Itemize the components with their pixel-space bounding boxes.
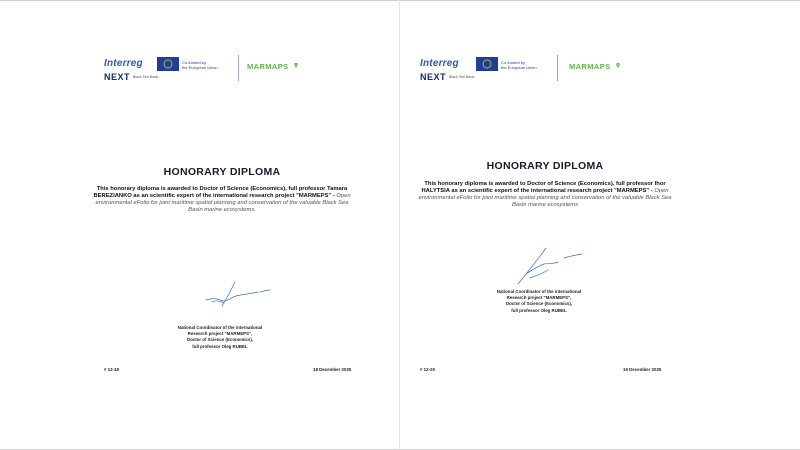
diploma-date: 18 December 2025 — [313, 367, 352, 372]
location-pin-icon — [616, 63, 620, 68]
project-description: Open environmental eFolio for joint maritime spatial planning and conservation of the valuable Black Sea Basin marine ecosystems — [418, 188, 672, 208]
coordinator-line-4: full professor Oleg RUBEL — [192, 343, 248, 349]
diploma-title: HONORARY DIPLOMA — [486, 160, 604, 172]
interreg-logo: Interreg — [104, 58, 143, 69]
coordinator-line-2: Research project "MARMEPS", — [506, 295, 572, 301]
interreg-logo: Interreg — [420, 58, 459, 69]
award-text — [413, 181, 677, 209]
coordinator-block — [484, 289, 594, 314]
eu-flag-icon — [476, 57, 498, 71]
logo-separator — [557, 55, 558, 81]
diploma-date: 19 December 2025 — [623, 367, 662, 372]
eu-line-1: Co-funded by — [501, 60, 526, 65]
location-pin-icon — [294, 63, 298, 68]
coordinator-block — [165, 325, 275, 350]
coordinator-line-3: Doctor of Science (Economics), — [186, 337, 254, 343]
eu-line-2: the European Union — [501, 65, 537, 70]
project-description: Open environmental eFolio for joint maritime spatial planning and conservation of the valuable Black Sea Basin marine ecosystems. — [95, 193, 351, 213]
award-text — [90, 186, 354, 214]
coordinator-line-1: National Coordinator of the international — [496, 289, 582, 294]
eu-line-1: Co-funded by — [182, 60, 207, 65]
coordinator-line-2: Research project "MARMEPS", — [187, 331, 253, 337]
next-subtitle: Black Sea Basin — [133, 75, 159, 79]
signature-image — [512, 244, 584, 288]
eu-line-2: the European Union — [182, 65, 218, 70]
next-subtitle: Black Sea Basin — [449, 75, 475, 79]
next-logo: NEXT — [420, 72, 447, 82]
diploma-page-2 — [400, 0, 799, 450]
eu-flag-icon — [157, 57, 179, 71]
diploma-number: # 12-20 — [420, 367, 435, 372]
eu-cofunded-text — [182, 60, 218, 70]
recipient-name: Tamara BEREZIANKO — [93, 186, 348, 199]
diploma-title: HONORARY DIPLOMA — [163, 166, 281, 178]
award-middle: as an scientific expert of the international research project "MARMEPS" - — [131, 193, 337, 199]
award-intro: This honorary diploma is awarded to Doctor of Science (Economics), full professor — [424, 181, 655, 187]
eu-cofunded-text — [501, 60, 537, 70]
coordinator-line-4: full professor Oleg RUBEL — [511, 307, 567, 313]
diploma-number: # 12-18 — [104, 367, 119, 372]
recipient-name: Ihor HALYTSIA — [421, 181, 666, 194]
diploma-page-1 — [0, 0, 399, 450]
logo-separator — [238, 55, 239, 81]
next-logo: NEXT — [104, 72, 131, 82]
coordinator-line-3: Doctor of Science (Economics), — [505, 301, 573, 307]
signature-image — [200, 276, 272, 310]
award-middle: as an scientific expert of the international research project "MARMEPS" - — [449, 188, 655, 194]
marmaps-logo: MARMAPS — [569, 62, 611, 71]
award-intro: This honorary diploma is awarded to Doctor of Science (Economics), full professor — [96, 186, 328, 192]
coordinator-line-1: National Coordinator of the international — [177, 325, 263, 330]
marmaps-logo: MARMAPS — [247, 62, 289, 71]
